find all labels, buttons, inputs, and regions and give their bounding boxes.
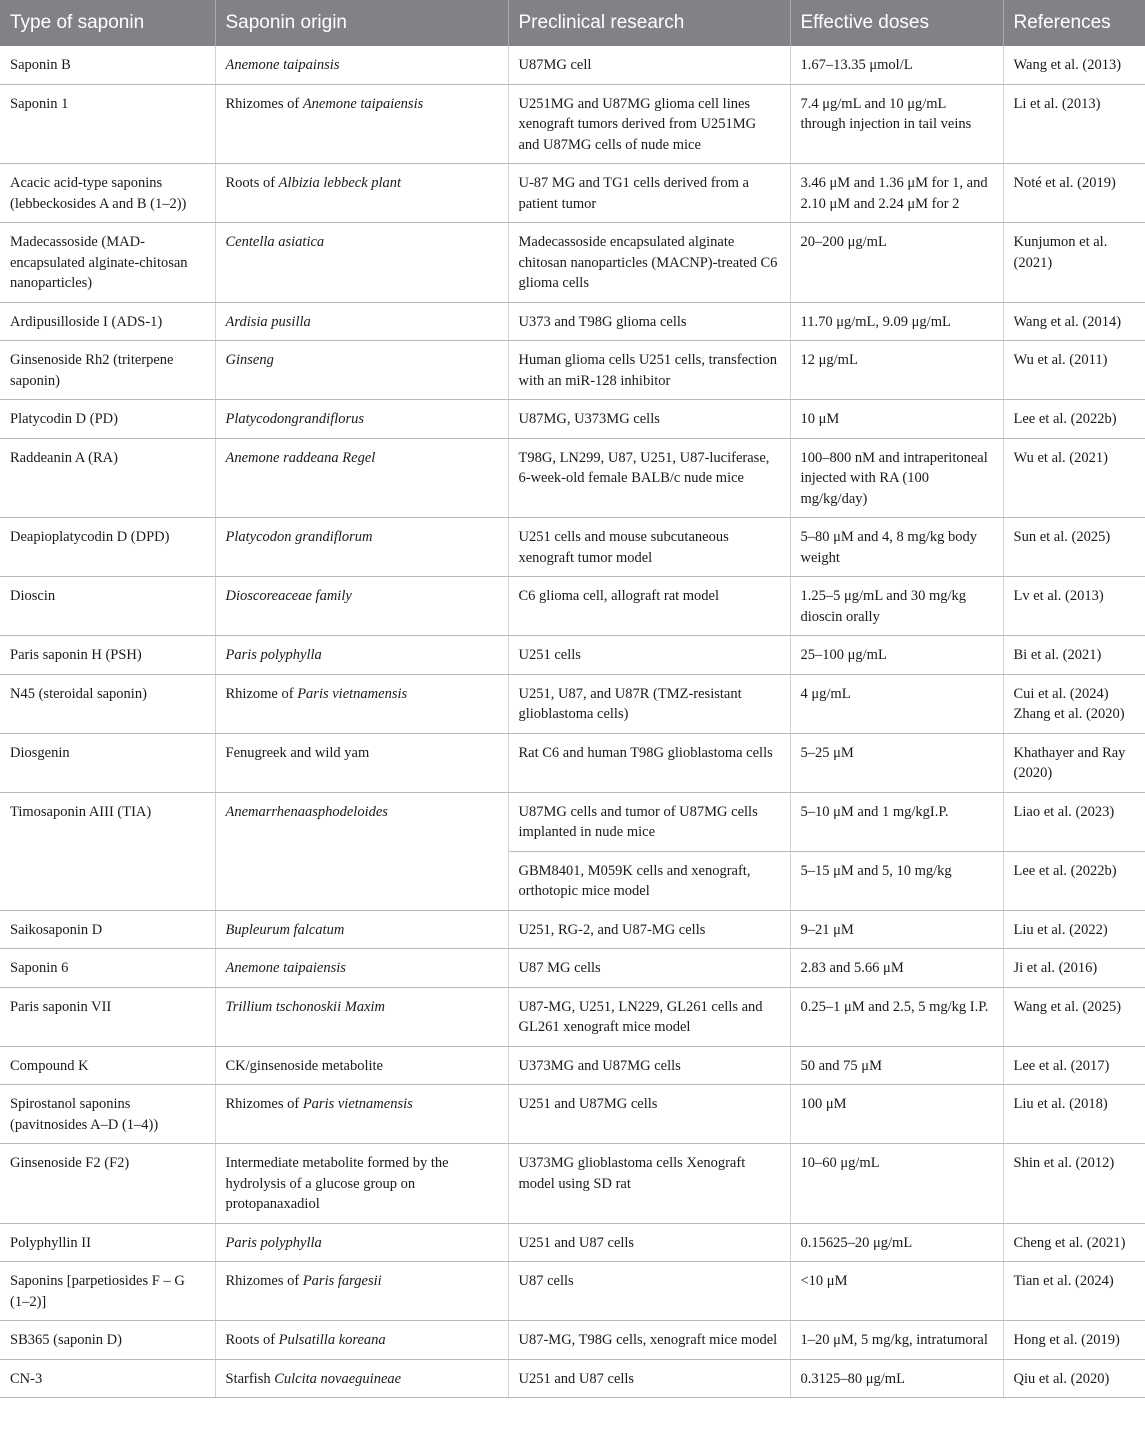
cell-saponin-origin — [215, 84, 508, 164]
cell-saponin-origin — [215, 1359, 508, 1398]
cell-saponin-type: Ardipusilloside I (ADS-1) — [0, 302, 215, 341]
table-row — [0, 223, 1145, 303]
cell-references: Wu et al. (2011) — [1003, 341, 1145, 400]
origin-text: Albizia lebbeck plant — [278, 175, 402, 191]
origin-text: Pulsatilla koreana — [278, 1332, 386, 1348]
cell-saponin-type: Saponins [parpetiosides F – G (1–2)] — [0, 1262, 215, 1321]
cell-preclinical-research: T98G, LN299, U87, U251, U87-luciferase, 6-week-old female BALB/c nude mice — [508, 438, 790, 518]
cell-saponin-type: Platycodin D (PD) — [0, 400, 215, 439]
table-row — [0, 987, 1145, 1046]
cell-references: Wang et al. (2025) — [1003, 987, 1145, 1046]
cell-effective-doses: 100–800 nM and intraperitoneal injected with RA (100 mg/kg/day) — [790, 438, 1003, 518]
cell-preclinical-research: U87MG cell — [508, 46, 790, 84]
cell-effective-doses: 1–20 μM, 5 mg/kg, intratumoral — [790, 1321, 1003, 1360]
cell-preclinical-research: U251 cells and mouse subcutaneous xenograft tumor model — [508, 518, 790, 577]
table-row — [0, 577, 1145, 636]
cell-preclinical-research: Rat C6 and human T98G glioblastoma cells — [508, 733, 790, 792]
cell-preclinical-research: U87-MG, T98G cells, xenograft mice model — [508, 1321, 790, 1360]
origin-text: Intermediate metabolite formed by the hydrolysis of a glucose group on protopanaxadiol — [225, 1155, 449, 1212]
origin-text: Anemone raddeana Regel — [225, 449, 376, 466]
origin-text: Platycodon grandiflorum — [225, 529, 373, 545]
cell-saponin-origin — [215, 949, 508, 988]
cell-effective-doses: 5–25 μM — [790, 733, 1003, 792]
cell-effective-doses: 2.83 and 5.66 μM — [790, 949, 1003, 988]
table-row — [0, 1223, 1145, 1262]
table-row — [0, 949, 1145, 988]
cell-saponin-origin — [215, 1085, 508, 1144]
cell-effective-doses: 1.25–5 μg/mL and 30 mg/kg dioscin orally — [790, 577, 1003, 636]
table-row — [0, 1046, 1145, 1085]
cell-effective-doses: 12 μg/mL — [790, 341, 1003, 400]
cell-saponin-type: SB365 (saponin D) — [0, 1321, 215, 1360]
cell-preclinical-research: U87 cells — [508, 1262, 790, 1321]
cell-references: Liu et al. (2018) — [1003, 1085, 1145, 1144]
cell-preclinical-research: U251 and U87 cells — [508, 1359, 790, 1398]
cell-preclinical-research: C6 glioma cell, allograft rat model — [508, 577, 790, 636]
cell-effective-doses: 5–80 μM and 4, 8 mg/kg body weight — [790, 518, 1003, 577]
cell-saponin-type: CN-3 — [0, 1359, 215, 1398]
table-row — [0, 84, 1145, 164]
cell-references: Wang et al. (2014) — [1003, 302, 1145, 341]
origin-text: Roots of — [225, 1332, 279, 1348]
table-row — [0, 792, 1145, 851]
cell-effective-doses: 20–200 μg/mL — [790, 223, 1003, 303]
cell-references: Lee et al. (2022b) — [1003, 400, 1145, 439]
cell-saponin-origin — [215, 223, 508, 303]
cell-effective-doses: <10 μM — [790, 1262, 1003, 1321]
cell-saponin-type: Saikosaponin D — [0, 910, 215, 949]
table-row — [0, 910, 1145, 949]
cell-saponin-type: Raddeanin A (RA) — [0, 438, 215, 518]
cell-saponin-origin — [215, 910, 508, 949]
cell-saponin-type: Ginsenoside F2 (F2) — [0, 1144, 215, 1224]
cell-saponin-type: Dioscin — [0, 577, 215, 636]
cell-effective-doses: 9–21 μM — [790, 910, 1003, 949]
cell-effective-doses: 1.67–13.35 μmol/L — [790, 46, 1003, 84]
cell-saponin-origin — [215, 636, 508, 675]
cell-saponin-type: Paris saponin H (PSH) — [0, 636, 215, 675]
cell-preclinical-research: U87-MG, U251, LN229, GL261 cells and GL261 xenograft mice model — [508, 987, 790, 1046]
cell-preclinical-research: U87MG cells and tumor of U87MG cells implanted in nude mice — [508, 792, 790, 851]
header-origin: Saponin origin — [215, 0, 508, 46]
table-body — [0, 46, 1145, 1398]
cell-saponin-type: Polyphyllin II — [0, 1223, 215, 1262]
cell-saponin-origin — [215, 302, 508, 341]
cell-references: Hong et al. (2019) — [1003, 1321, 1145, 1360]
table-row — [0, 341, 1145, 400]
cell-preclinical-research: U373MG and U87MG cells — [508, 1046, 790, 1085]
cell-references: Qiu et al. (2020) — [1003, 1359, 1145, 1398]
cell-preclinical-research: U251MG and U87MG glioma cell lines xenograft tumors derived from U251MG and U87MG cells of nude mice — [508, 84, 790, 164]
table-row — [0, 164, 1145, 223]
cell-references: Ji et al. (2016) — [1003, 949, 1145, 988]
cell-references: Lee et al. (2022b) — [1003, 851, 1145, 910]
cell-references: Sun et al. (2025) — [1003, 518, 1145, 577]
table-row — [0, 1085, 1145, 1144]
cell-saponin-origin — [215, 577, 508, 636]
cell-saponin-type: Saponin B — [0, 46, 215, 84]
origin-text: Fenugreek and wild yam — [225, 744, 370, 761]
origin-text: Paris fargesii — [302, 1273, 382, 1289]
cell-saponin-origin — [215, 438, 508, 518]
cell-preclinical-research: Human glioma cells U251 cells, transfection with an miR-128 inhibitor — [508, 341, 790, 400]
cell-effective-doses: 25–100 μg/mL — [790, 636, 1003, 675]
cell-effective-doses: 4 μg/mL — [790, 674, 1003, 733]
origin-text: Platycodongrandiflorus — [225, 411, 365, 427]
origin-text: Paris vietnamensis — [297, 685, 408, 702]
cell-saponin-origin — [215, 1046, 508, 1085]
cell-effective-doses: 10–60 μg/mL — [790, 1144, 1003, 1224]
origin-text: Culcita novaeguineae — [274, 1370, 402, 1387]
cell-effective-doses: 10 μM — [790, 400, 1003, 439]
cell-preclinical-research: U87MG, U373MG cells — [508, 400, 790, 439]
cell-references: Kunjumon et al. (2021) — [1003, 223, 1145, 303]
cell-preclinical-research: U251, U87, and U87R (TMZ-resistant glioblastoma cells) — [508, 674, 790, 733]
table-row — [0, 674, 1145, 733]
origin-text: Rhizomes of — [225, 1096, 303, 1112]
table-row — [0, 1321, 1145, 1360]
origin-text: Centella asiatica — [225, 234, 325, 250]
table-header — [0, 0, 1145, 46]
cell-preclinical-research: U-87 MG and TG1 cells derived from a patient tumor — [508, 164, 790, 223]
cell-saponin-origin — [215, 1262, 508, 1321]
cell-references: Shin et al. (2012) — [1003, 1144, 1145, 1224]
cell-effective-doses: 5–10 μM and 1 mg/kgI.P. — [790, 792, 1003, 851]
origin-text: Rhizomes of — [225, 95, 303, 112]
cell-references: Liu et al. (2022) — [1003, 910, 1145, 949]
origin-text: Ardisia pusilla — [225, 313, 311, 330]
cell-references: Cui et al. (2024) Zhang et al. (2020) — [1003, 674, 1145, 733]
origin-text: Dioscoreaceae family — [225, 588, 352, 604]
cell-saponin-origin — [215, 1223, 508, 1262]
cell-saponin-type: Acacic acid-type saponins (lebbeckosides A and B (1–2)) — [0, 164, 215, 223]
cell-saponin-type: N45 (steroidal saponin) — [0, 674, 215, 733]
cell-effective-doses: 50 and 75 μM — [790, 1046, 1003, 1085]
origin-text: Starfish — [225, 1370, 275, 1387]
cell-saponin-origin — [215, 1321, 508, 1360]
origin-text: Bupleurum falcatum — [225, 921, 345, 938]
origin-text: Rhizomes of — [225, 1273, 303, 1289]
origin-text: Anemarrhenaasphodeloides — [225, 803, 388, 820]
cell-saponin-type: Spirostanol saponins (pavitnosides A–D (1–4)) — [0, 1085, 215, 1144]
cell-references: Noté et al. (2019) — [1003, 164, 1145, 223]
origin-text: CK/ginsenoside metabolite — [225, 1057, 383, 1074]
cell-preclinical-research: U373MG glioblastoma cells Xenograft model using SD rat — [508, 1144, 790, 1224]
cell-preclinical-research: U87 MG cells — [508, 949, 790, 988]
table-row — [0, 1144, 1145, 1224]
cell-effective-doses: 3.46 μM and 1.36 μM for 1, and 2.10 μM and 2.24 μM for 2 — [790, 164, 1003, 223]
table-row — [0, 1262, 1145, 1321]
origin-text: Paris vietnamensis — [302, 1096, 413, 1112]
cell-references: Tian et al. (2024) — [1003, 1262, 1145, 1321]
cell-effective-doses: 0.25–1 μM and 2.5, 5 mg/kg I.P. — [790, 987, 1003, 1046]
cell-saponin-type: Paris saponin VII — [0, 987, 215, 1046]
cell-references: Liao et al. (2023) — [1003, 792, 1145, 851]
cell-preclinical-research: U251 cells — [508, 636, 790, 675]
origin-text: Anemone taipaiensis — [302, 95, 424, 112]
cell-preclinical-research: GBM8401, M059K cells and xenograft, orthotopic mice model — [508, 851, 790, 910]
header-doses: Effective doses — [790, 0, 1003, 46]
table-row — [0, 46, 1145, 84]
cell-references: Cheng et al. (2021) — [1003, 1223, 1145, 1262]
table-row — [0, 733, 1145, 792]
origin-text: Roots of — [225, 175, 279, 191]
cell-saponin-origin — [215, 518, 508, 577]
cell-effective-doses: 100 μM — [790, 1085, 1003, 1144]
cell-saponin-type: Compound K — [0, 1046, 215, 1085]
cell-preclinical-research: Madecassoside encapsulated alginate chitosan nanoparticles (MACNP)-treated C6 glioma cells — [508, 223, 790, 303]
cell-saponin-origin — [215, 792, 508, 910]
table-row — [0, 518, 1145, 577]
origin-text: Paris polyphylla — [225, 1234, 322, 1251]
table-row — [0, 636, 1145, 675]
cell-saponin-origin — [215, 987, 508, 1046]
table-row — [0, 400, 1145, 439]
cell-saponin-type: Saponin 6 — [0, 949, 215, 988]
origin-text: Trillium tschonoskii Maxim — [225, 998, 385, 1015]
cell-references: Lee et al. (2017) — [1003, 1046, 1145, 1085]
header-type: Type of saponin — [0, 0, 215, 46]
cell-saponin-origin — [215, 400, 508, 439]
origin-text: Anemone taipaiensis — [225, 960, 346, 976]
origin-text: Rhizome of — [225, 685, 298, 702]
cell-effective-doses: 0.15625–20 μg/mL — [790, 1223, 1003, 1262]
table-row — [0, 302, 1145, 341]
cell-effective-doses: 0.3125–80 μg/mL — [790, 1359, 1003, 1398]
cell-effective-doses: 11.70 μg/mL, 9.09 μg/mL — [790, 302, 1003, 341]
cell-preclinical-research: U251 and U87MG cells — [508, 1085, 790, 1144]
cell-references: Bi et al. (2021) — [1003, 636, 1145, 675]
cell-preclinical-research: U251 and U87 cells — [508, 1223, 790, 1262]
cell-saponin-type: Saponin 1 — [0, 84, 215, 164]
cell-preclinical-research: U373 and T98G glioma cells — [508, 302, 790, 341]
cell-references: Li et al. (2013) — [1003, 84, 1145, 164]
origin-text: Paris polyphylla — [225, 647, 322, 663]
cell-references: Wu et al. (2021) — [1003, 438, 1145, 518]
cell-saponin-origin — [215, 733, 508, 792]
header-references: References — [1003, 0, 1145, 46]
cell-effective-doses: 5–15 μM and 5, 10 mg/kg — [790, 851, 1003, 910]
cell-saponin-type: Diosgenin — [0, 733, 215, 792]
cell-preclinical-research: U251, RG-2, and U87-MG cells — [508, 910, 790, 949]
cell-effective-doses: 7.4 μg/mL and 10 μg/mL through injection in tail veins — [790, 84, 1003, 164]
cell-saponin-origin — [215, 341, 508, 400]
cell-saponin-origin — [215, 46, 508, 84]
cell-references: Wang et al. (2013) — [1003, 46, 1145, 84]
header-row — [0, 0, 1145, 46]
cell-references: Lv et al. (2013) — [1003, 577, 1145, 636]
cell-saponin-type: Deapioplatycodin D (DPD) — [0, 518, 215, 577]
origin-text: Anemone taipainsis — [225, 57, 340, 73]
cell-saponin-origin — [215, 1144, 508, 1224]
table-row — [0, 1359, 1145, 1398]
cell-saponin-type: Ginsenoside Rh2 (triterpene saponin) — [0, 341, 215, 400]
header-research: Preclinical research — [508, 0, 790, 46]
cell-saponin-origin — [215, 674, 508, 733]
origin-text: Ginseng — [225, 352, 274, 368]
table-row — [0, 438, 1145, 518]
cell-saponin-type: Timosaponin AIII (TIA) — [0, 792, 215, 910]
cell-references: Khathayer and Ray (2020) — [1003, 733, 1145, 792]
cell-saponin-origin — [215, 164, 508, 223]
cell-saponin-type: Madecassoside (MAD-encapsulated alginate-chitosan nanoparticles) — [0, 223, 215, 303]
